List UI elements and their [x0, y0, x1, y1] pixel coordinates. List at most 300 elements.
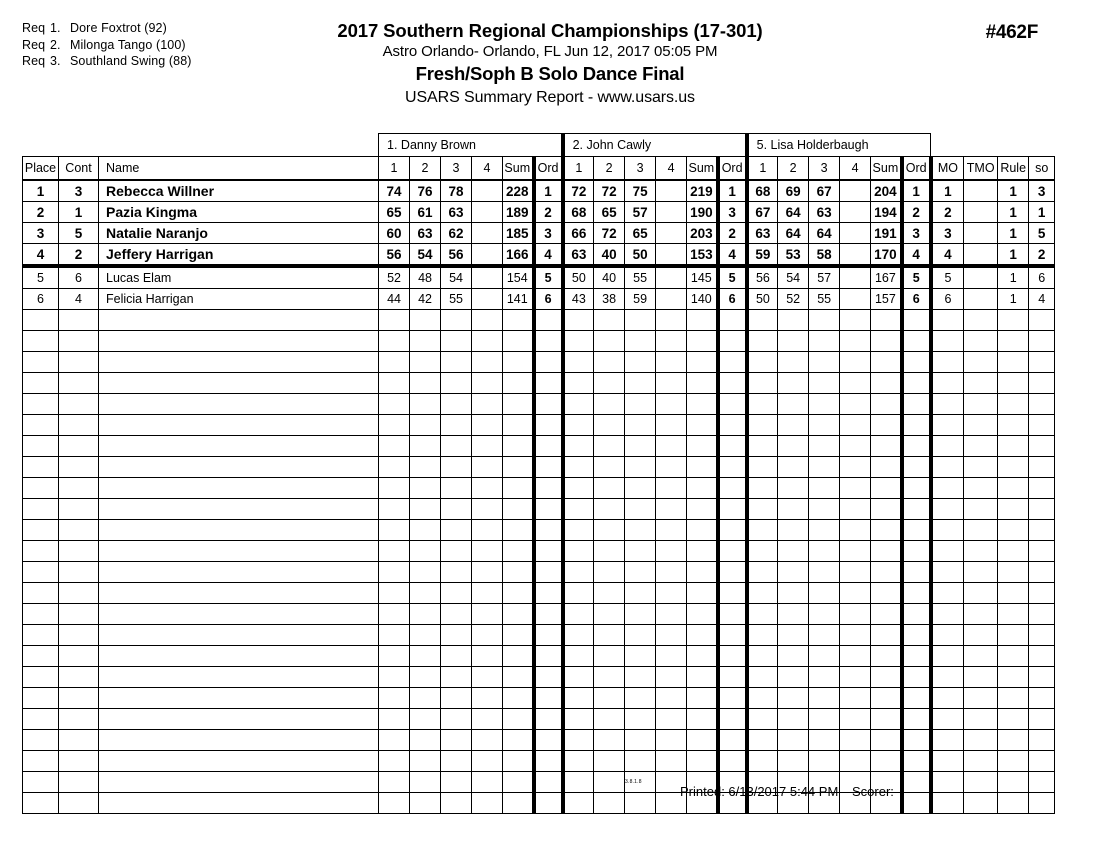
column-header-judge2-3: 3: [625, 157, 656, 181]
cell-empty: [718, 709, 747, 730]
cell-judge1-sum: 185: [503, 223, 534, 244]
cell-empty: [656, 625, 687, 646]
cell-empty: [687, 478, 718, 499]
cell-empty: [441, 772, 472, 793]
cell-empty: [379, 310, 410, 331]
cell-empty: [840, 541, 871, 562]
cell-empty: [441, 604, 472, 625]
cell-empty: [594, 331, 625, 352]
cell-empty: [410, 562, 441, 583]
cell-empty: [379, 436, 410, 457]
requirement-name: Milonga Tango (100): [70, 37, 186, 52]
cell-empty: [656, 730, 687, 751]
cell-empty: [472, 751, 503, 772]
cell-empty: [99, 541, 379, 562]
cell-judge1-s2: 76: [410, 180, 441, 202]
cell-judge1-s4: [472, 202, 503, 223]
cell-empty: [503, 541, 534, 562]
cell-empty: [964, 751, 998, 772]
cell-judge1-s4: [472, 223, 503, 244]
cell-empty: [687, 709, 718, 730]
cell-empty: [625, 415, 656, 436]
cell-empty: [964, 667, 998, 688]
cell-empty: [656, 394, 687, 415]
cell-empty: [503, 352, 534, 373]
cell-empty: [747, 583, 778, 604]
cell-empty: [656, 436, 687, 457]
cell-empty: [964, 478, 998, 499]
cell-judge1-s2: 61: [410, 202, 441, 223]
cell-judge3-s2: 53: [778, 244, 809, 267]
cell-empty: [410, 793, 441, 814]
cell-empty: [747, 499, 778, 520]
cell-empty: [379, 331, 410, 352]
cell-empty: [778, 394, 809, 415]
cell-empty: [472, 709, 503, 730]
cell-empty: [902, 457, 931, 478]
cell-empty: [99, 625, 379, 646]
cell-empty: [809, 331, 840, 352]
cell-empty: [625, 310, 656, 331]
cell-empty: [747, 709, 778, 730]
column-header-judge3-sum: Sum: [871, 157, 902, 181]
column-header-judge2-4: 4: [656, 157, 687, 181]
cell-so: 2: [1029, 244, 1055, 267]
cell-empty: [1029, 793, 1055, 814]
cell-empty: [472, 373, 503, 394]
cell-empty: [625, 793, 656, 814]
cell-empty: [441, 625, 472, 646]
cell-empty: [99, 352, 379, 373]
cell-empty: [656, 373, 687, 394]
cell-empty: [410, 646, 441, 667]
cell-judge2-s4: [656, 223, 687, 244]
cell-judge2-ord: 3: [718, 202, 747, 223]
table-row-empty[interactable]: [23, 331, 1055, 352]
cell-empty: [964, 394, 998, 415]
table-row-empty[interactable]: [23, 541, 1055, 562]
cell-empty: [902, 310, 931, 331]
cell-empty: [718, 583, 747, 604]
cell-empty: [840, 331, 871, 352]
requirement-label: Req: [22, 37, 46, 52]
cell-empty: [1029, 457, 1055, 478]
cell-judge1-s4: [472, 180, 503, 202]
cell-empty: [563, 730, 594, 751]
cell-empty: [410, 436, 441, 457]
cell-empty: [998, 667, 1029, 688]
cell-empty: [441, 331, 472, 352]
table-row-empty[interactable]: [23, 457, 1055, 478]
column-header-judge2-2: 2: [594, 157, 625, 181]
cell-empty: [410, 415, 441, 436]
table-row-empty[interactable]: [23, 415, 1055, 436]
cell-empty: [534, 793, 563, 814]
cell-empty: [503, 373, 534, 394]
cell-empty: [778, 331, 809, 352]
cell-empty: [840, 352, 871, 373]
table-row-empty[interactable]: [23, 667, 1055, 688]
cell-empty: [747, 436, 778, 457]
cell-tmo: [964, 202, 998, 223]
column-header-judge3-4: 4: [840, 157, 871, 181]
table-row[interactable]: [23, 223, 1055, 244]
cell-empty: [472, 730, 503, 751]
cell-empty: [778, 709, 809, 730]
cell-empty: [594, 709, 625, 730]
cell-empty: [871, 520, 902, 541]
table-row-empty[interactable]: [23, 793, 1055, 814]
cell-empty: [718, 751, 747, 772]
table-row[interactable]: [23, 289, 1055, 310]
cell-empty: [563, 331, 594, 352]
cell-judge2-s1: 63: [563, 244, 594, 267]
cell-empty: [902, 520, 931, 541]
cell-cont: 2: [59, 244, 99, 267]
cell-judge1-s2: 54: [410, 244, 441, 267]
cell-judge3-s1: 59: [747, 244, 778, 267]
cell-empty: [410, 310, 441, 331]
table-row-empty[interactable]: [23, 436, 1055, 457]
requirement-number: 2.: [50, 37, 61, 52]
cell-empty: [809, 436, 840, 457]
cell-empty: [441, 457, 472, 478]
cell-empty: [99, 604, 379, 625]
cell-cont: 6: [59, 266, 99, 289]
cell-empty: [809, 541, 840, 562]
cell-judge2-sum: 190: [687, 202, 718, 223]
cell-empty: [687, 646, 718, 667]
cell-empty: [563, 415, 594, 436]
cell-empty: [718, 667, 747, 688]
cell-empty: [871, 331, 902, 352]
table-row-empty[interactable]: [23, 310, 1055, 331]
cell-empty: [99, 499, 379, 520]
cell-empty: [840, 478, 871, 499]
cell-judge3-s1: 50: [747, 289, 778, 310]
cell-empty: [59, 352, 99, 373]
cell-judge2-s4: [656, 244, 687, 267]
cell-empty: [534, 772, 563, 793]
table-row-empty[interactable]: [23, 394, 1055, 415]
table-row-empty[interactable]: [23, 499, 1055, 520]
cell-empty: [441, 436, 472, 457]
cell-name: Pazia Kingma: [99, 202, 379, 223]
cell-empty: [534, 625, 563, 646]
cell-empty: [563, 499, 594, 520]
cell-judge1-s2: 42: [410, 289, 441, 310]
cell-empty: [594, 751, 625, 772]
cell-empty: [625, 709, 656, 730]
table-row-empty[interactable]: [23, 562, 1055, 583]
table-row[interactable]: [23, 202, 1055, 223]
column-header-tmo: TMO: [964, 157, 998, 181]
cell-judge3-s1: 67: [747, 202, 778, 223]
cell-empty: [594, 772, 625, 793]
cell-mo: 6: [931, 289, 964, 310]
cell-empty: [563, 709, 594, 730]
cell-empty: [534, 331, 563, 352]
cell-so: 4: [1029, 289, 1055, 310]
cell-judge3-sum: 157: [871, 289, 902, 310]
cell-judge2-s2: 72: [594, 223, 625, 244]
cell-empty: [563, 373, 594, 394]
cell-empty: [931, 583, 964, 604]
cell-empty: [563, 436, 594, 457]
table-row[interactable]: [23, 266, 1055, 289]
cell-empty: [410, 604, 441, 625]
cell-mo: 2: [931, 202, 964, 223]
cell-judge2-s3: 75: [625, 180, 656, 202]
cell-empty: [747, 478, 778, 499]
cell-empty: [441, 793, 472, 814]
cell-empty: [534, 667, 563, 688]
cell-empty: [931, 520, 964, 541]
cell-empty: [625, 499, 656, 520]
cell-empty: [503, 562, 534, 583]
cell-empty: [99, 772, 379, 793]
cell-judge1-s3: 78: [441, 180, 472, 202]
cell-empty: [59, 415, 99, 436]
report-source: USARS Summary Report - www.usars.us: [405, 89, 695, 106]
cell-empty: [59, 646, 99, 667]
cell-rule: 1: [998, 223, 1029, 244]
cell-empty: [594, 352, 625, 373]
cell-empty: [23, 373, 59, 394]
cell-empty: [718, 604, 747, 625]
cell-empty: [563, 625, 594, 646]
table-row[interactable]: [23, 180, 1055, 202]
cell-empty: [534, 352, 563, 373]
cell-judge2-s2: 65: [594, 202, 625, 223]
table-row-empty[interactable]: [23, 373, 1055, 394]
table-row-empty[interactable]: [23, 583, 1055, 604]
cell-judge2-s2: 72: [594, 180, 625, 202]
judge-band-spacer: [931, 134, 1055, 157]
cell-empty: [871, 646, 902, 667]
cell-empty: [809, 373, 840, 394]
table-row-empty[interactable]: [23, 730, 1055, 751]
cell-empty: [379, 604, 410, 625]
cell-empty: [840, 604, 871, 625]
cell-empty: [964, 730, 998, 751]
cell-empty: [871, 310, 902, 331]
table-row-empty[interactable]: [23, 520, 1055, 541]
cell-empty: [594, 604, 625, 625]
cell-empty: [59, 331, 99, 352]
table-row-empty[interactable]: [23, 772, 1055, 793]
cell-empty: [472, 478, 503, 499]
table-row-empty[interactable]: [23, 751, 1055, 772]
cell-empty: [441, 751, 472, 772]
cell-empty: [687, 604, 718, 625]
cell-empty: [23, 625, 59, 646]
cell-empty: [1029, 478, 1055, 499]
cell-empty: [718, 415, 747, 436]
cell-empty: [503, 646, 534, 667]
cell-empty: [931, 310, 964, 331]
cell-judge1-s1: 65: [379, 202, 410, 223]
cell-empty: [99, 394, 379, 415]
cell-judge1-ord: 3: [534, 223, 563, 244]
table-row-empty[interactable]: [23, 352, 1055, 373]
cell-empty: [99, 709, 379, 730]
cell-empty: [809, 457, 840, 478]
cell-empty: [964, 772, 998, 793]
table-row-empty[interactable]: [23, 604, 1055, 625]
cell-empty: [99, 793, 379, 814]
cell-empty: [59, 772, 99, 793]
cell-empty: [23, 541, 59, 562]
cell-empty: [59, 310, 99, 331]
cell-empty: [871, 709, 902, 730]
cell-empty: [778, 562, 809, 583]
cell-empty: [931, 667, 964, 688]
cell-empty: [687, 583, 718, 604]
cell-empty: [99, 373, 379, 394]
cell-empty: [902, 436, 931, 457]
column-header-name: Name: [99, 157, 379, 181]
cell-empty: [998, 751, 1029, 772]
cell-empty: [563, 604, 594, 625]
cell-empty: [410, 541, 441, 562]
cell-empty: [472, 541, 503, 562]
cell-empty: [379, 625, 410, 646]
cell-empty: [563, 310, 594, 331]
cell-empty: [998, 394, 1029, 415]
cell-empty: [964, 646, 998, 667]
table-row-empty[interactable]: [23, 478, 1055, 499]
cell-empty: [625, 751, 656, 772]
judge-band-spacer: [23, 134, 379, 157]
cell-judge3-s3: 64: [809, 223, 840, 244]
cell-empty: [625, 625, 656, 646]
cell-empty: [964, 583, 998, 604]
cell-judge3-s4: [840, 289, 871, 310]
cell-empty: [99, 646, 379, 667]
cell-mo: 4: [931, 244, 964, 267]
cell-empty: [379, 457, 410, 478]
cell-empty: [379, 394, 410, 415]
cell-judge2-s3: 65: [625, 223, 656, 244]
cell-judge2-s3: 59: [625, 289, 656, 310]
cell-so: 1: [1029, 202, 1055, 223]
cell-empty: [931, 625, 964, 646]
cell-judge1-s4: [472, 266, 503, 289]
cell-empty: [594, 520, 625, 541]
cell-empty: [998, 772, 1029, 793]
cell-empty: [441, 709, 472, 730]
cell-empty: [931, 772, 964, 793]
cell-so: 5: [1029, 223, 1055, 244]
cell-empty: [809, 394, 840, 415]
cell-judge1-s3: 62: [441, 223, 472, 244]
table-row-empty[interactable]: [23, 709, 1055, 730]
cell-judge3-s3: 63: [809, 202, 840, 223]
cell-empty: [503, 709, 534, 730]
cell-tmo: [964, 244, 998, 267]
cell-empty: [534, 415, 563, 436]
cell-empty: [840, 709, 871, 730]
cell-judge3-s4: [840, 180, 871, 202]
table-row[interactable]: [23, 244, 1055, 267]
cell-judge3-s2: 52: [778, 289, 809, 310]
cell-judge2-sum: 140: [687, 289, 718, 310]
table-row-empty[interactable]: [23, 688, 1055, 709]
cell-judge2-s1: 68: [563, 202, 594, 223]
cell-empty: [902, 730, 931, 751]
cell-empty: [871, 478, 902, 499]
cell-empty: [902, 415, 931, 436]
cell-empty: [472, 688, 503, 709]
cell-judge3-sum: 191: [871, 223, 902, 244]
cell-empty: [503, 772, 534, 793]
cell-judge1-s1: 56: [379, 244, 410, 267]
cell-judge2-s2: 40: [594, 244, 625, 267]
cell-empty: [998, 478, 1029, 499]
column-header-judge1-1: 1: [379, 157, 410, 181]
cell-empty: [410, 373, 441, 394]
cell-empty: [23, 709, 59, 730]
cell-empty: [410, 352, 441, 373]
column-header-judge3-1: 1: [747, 157, 778, 181]
cell-empty: [998, 730, 1029, 751]
cell-empty: [503, 667, 534, 688]
cell-empty: [99, 667, 379, 688]
cell-empty: [472, 646, 503, 667]
cell-empty: [441, 520, 472, 541]
cell-empty: [809, 520, 840, 541]
cell-empty: [902, 478, 931, 499]
cell-empty: [59, 688, 99, 709]
cell-empty: [503, 604, 534, 625]
cell-empty: [472, 436, 503, 457]
cell-empty: [931, 562, 964, 583]
cell-judge1-s1: 60: [379, 223, 410, 244]
cell-empty: [778, 667, 809, 688]
cell-name: Jeffery Harrigan: [99, 244, 379, 267]
cell-empty: [871, 604, 902, 625]
cell-cont: 1: [59, 202, 99, 223]
cell-empty: [23, 646, 59, 667]
cell-empty: [931, 751, 964, 772]
cell-empty: [809, 604, 840, 625]
judge-name-header: 1. Danny Brown: [379, 134, 563, 157]
cell-empty: [410, 331, 441, 352]
cell-mo: 3: [931, 223, 964, 244]
cell-empty: [503, 310, 534, 331]
event-number: #462F: [985, 22, 1038, 43]
cell-empty: [379, 583, 410, 604]
cell-empty: [656, 646, 687, 667]
cell-empty: [472, 520, 503, 541]
cell-empty: [472, 310, 503, 331]
table-row-empty[interactable]: [23, 646, 1055, 667]
cell-empty: [809, 730, 840, 751]
cell-empty: [594, 562, 625, 583]
cell-empty: [99, 457, 379, 478]
table-row-empty[interactable]: [23, 625, 1055, 646]
cell-empty: [23, 562, 59, 583]
cell-judge3-ord: 5: [902, 266, 931, 289]
cell-empty: [998, 415, 1029, 436]
cell-empty: [23, 520, 59, 541]
cell-empty: [778, 583, 809, 604]
cell-empty: [902, 709, 931, 730]
cell-empty: [441, 373, 472, 394]
cell-empty: [778, 478, 809, 499]
cell-empty: [687, 562, 718, 583]
